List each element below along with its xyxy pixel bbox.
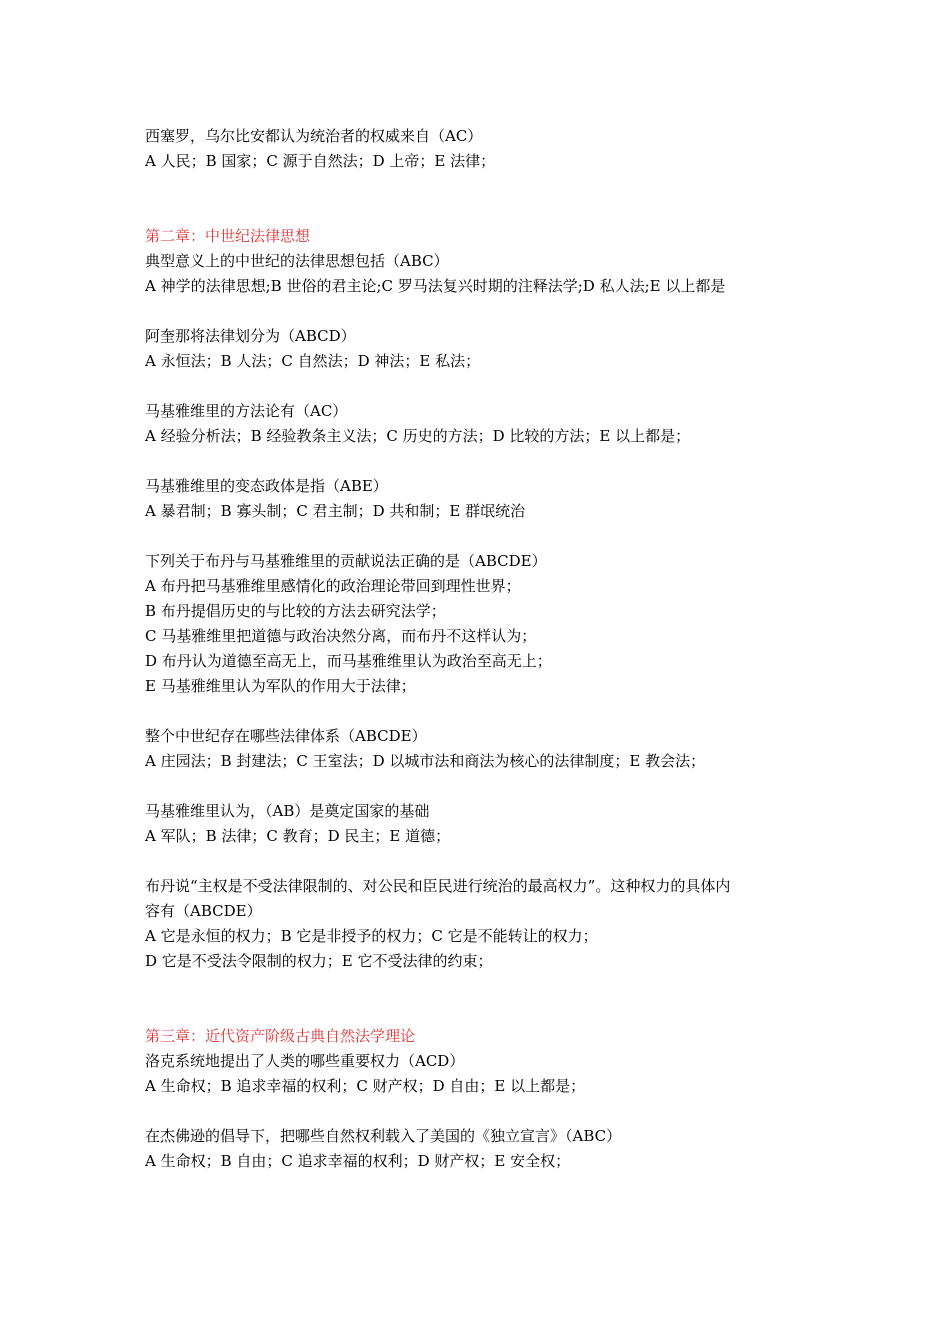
spacer bbox=[145, 449, 815, 474]
option-c: C 马基雅维里把道德与政治决然分离，而布丹不这样认为； bbox=[145, 627, 537, 645]
question-text: 马基雅维里的方法论有（AC） bbox=[145, 402, 348, 420]
question-text: 典型意义上的中世纪的法律思想包括（ABC） bbox=[145, 252, 449, 270]
option-d: D 布丹认为道德至高无上，而马基雅维里认为政治至高无上； bbox=[145, 652, 552, 670]
document-page bbox=[145, 124, 815, 1174]
intro-options: A 人民；B 国家；C 源于自然法；D 上帝；E 法律； bbox=[145, 152, 496, 170]
spacer bbox=[145, 849, 815, 874]
question-text: 整个中世纪存在哪些法律体系（ABCDE） bbox=[145, 727, 427, 745]
intro-question: 西塞罗，乌尔比安都认为统治者的权威来自（AC） bbox=[145, 127, 483, 145]
spacer bbox=[145, 299, 815, 324]
chapter-2-heading: 第二章：中世纪法律思想 bbox=[145, 227, 311, 245]
spacer bbox=[145, 974, 815, 1024]
chapter-3-heading: 第三章：近代资产阶级古典自然法学理论 bbox=[145, 1027, 416, 1045]
question-text: 马基雅维里认为，（AB）是奠定国家的基础 bbox=[145, 802, 430, 820]
question-text-line-1: 布丹说“主权是不受法律限制的、对公民和臣民进行统治的最高权力”。这种权力的具体内 bbox=[145, 877, 731, 895]
question-options: A 神学的法律思想;B 世俗的君主论;C 罗马法复兴时期的注释法学;D 私人法;E 以上都是 bbox=[145, 277, 726, 295]
question-text: 马基雅维里的变态政体是指（ABE） bbox=[145, 477, 388, 495]
spacer bbox=[145, 374, 815, 399]
question-options: A 生命权；B 自由；C 追求幸福的权利；D 财产权；E 安全权； bbox=[145, 1152, 571, 1170]
question-options-line-2: D 它是不受法令限制的权力；E 它不受法律的约束； bbox=[145, 952, 493, 970]
question-text: 阿奎那将法律划分为（ABCD） bbox=[145, 327, 356, 345]
option-e: E 马基雅维里认为军队的作用大于法律； bbox=[145, 677, 416, 695]
question-text: 在杰佛逊的倡导下，把哪些自然权利载入了美国的《独立宣言》（ABC） bbox=[145, 1127, 622, 1145]
spacer bbox=[145, 699, 815, 724]
option-a: A 布丹把马基雅维里感情化的政治理论带回到理性世界； bbox=[145, 577, 521, 595]
question-options: A 永恒法；B 人法；C 自然法；D 神法；E 私法； bbox=[145, 352, 481, 370]
question-options: A 生命权；B 追求幸福的权利；C 财产权；D 自由；E 以上都是； bbox=[145, 1077, 586, 1095]
option-b: B 布丹提倡历史的与比较的方法去研究法学； bbox=[145, 602, 446, 620]
question-options: A 庄园法；B 封建法；C 王室法；D 以城市法和商法为核心的法律制度；E 教会法； bbox=[145, 752, 706, 770]
question-text: 洛克系统地提出了人类的哪些重要权力（ACD） bbox=[145, 1052, 465, 1070]
question-options-line-1: A 它是永恒的权力；B 它是非授予的权力；C 它是不能转让的权力； bbox=[145, 927, 598, 945]
spacer bbox=[145, 1099, 815, 1124]
question-options: A 军队；B 法律；C 教育；D 民主；E 道德； bbox=[145, 827, 451, 845]
question-text-line-2: 容有（ABCDE） bbox=[145, 902, 262, 920]
spacer bbox=[145, 174, 815, 224]
spacer bbox=[145, 774, 815, 799]
question-options: A 经验分析法；B 经验教条主义法；C 历史的方法；D 比较的方法；E 以上都是； bbox=[145, 427, 691, 445]
question-options: A 暴君制；B 寡头制；C 君主制；D 共和制；E 群氓统治 bbox=[145, 502, 526, 520]
question-text: 下列关于布丹与马基雅维里的贡献说法正确的是（ABCDE） bbox=[145, 552, 547, 570]
spacer bbox=[145, 524, 815, 549]
